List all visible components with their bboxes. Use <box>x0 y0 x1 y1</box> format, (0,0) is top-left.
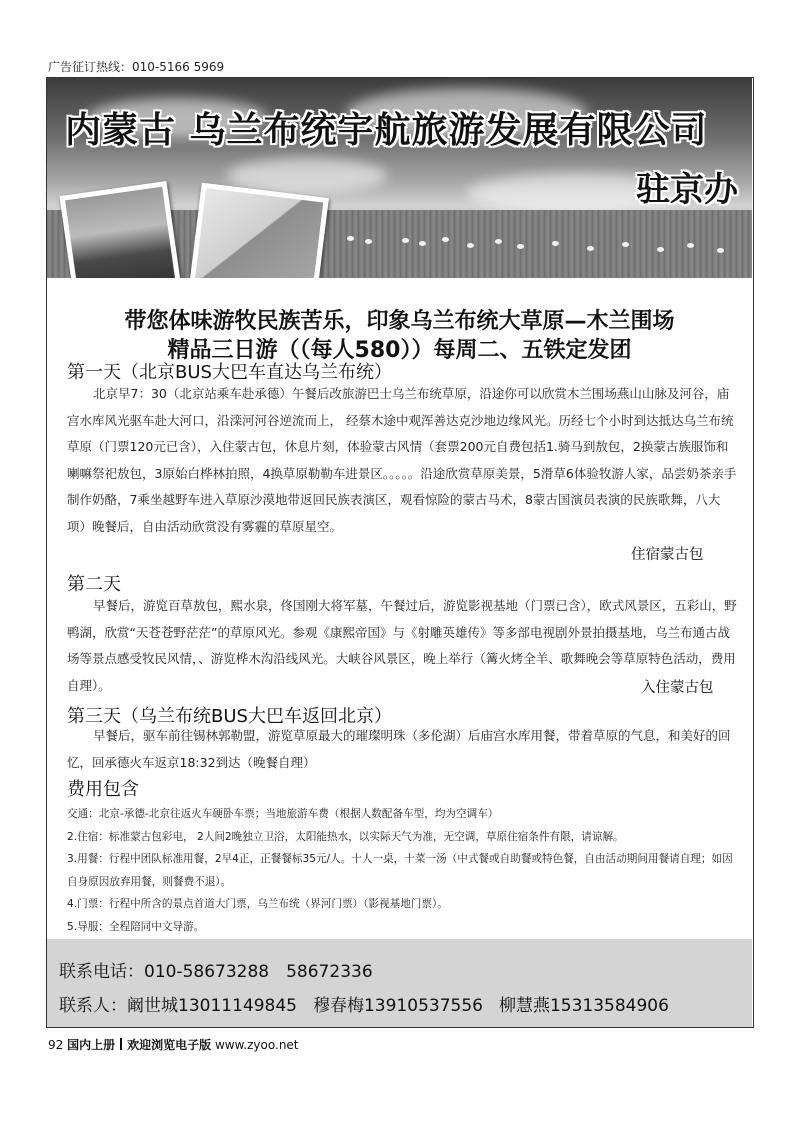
fee-item: 2.住宿：标准蒙古包彩电， 2人间2晚独立卫浴，太阳能热水，以实际天气为准，无空调，草原住宿条件有限，请谅解。 <box>67 830 624 843</box>
sheep <box>365 239 372 244</box>
footer-divider <box>120 1038 122 1050</box>
sheep <box>467 243 474 248</box>
day1-title: 第一天（北京BUS大巴车直达乌兰布统） <box>67 362 392 383</box>
sheep <box>419 241 426 246</box>
sheep <box>495 239 502 244</box>
sheep <box>622 242 629 247</box>
horse-rider-photo <box>59 181 182 278</box>
fees-list <box>67 803 739 938</box>
fee-item: 5.导服：全程陪同中文导游。 <box>67 920 205 933</box>
day2-stay: 入住蒙古包 <box>641 680 714 696</box>
ad-frame <box>46 77 754 1028</box>
sheep <box>517 244 524 249</box>
day1-stay: 住宿蒙古包 <box>631 547 704 563</box>
footer-url[interactable]: www.zyoo.net <box>214 1038 299 1052</box>
fee-item: 3.用餐：行程中团队标准用餐，2早4正，正餐餐标35元/人。十人一桌，十菜一汤（中式餐或自助餐或特色餐，自由活动期间用餐请自理；如因自身原因放弃用餐，则餐费不退）。 <box>67 853 733 888</box>
headline-line2: 精品三日游（（每人580））每周二、五铁定发团 <box>167 338 632 363</box>
page-footer <box>48 1036 299 1053</box>
contact-person: 柳慧燕15313584906 <box>498 996 669 1016</box>
ad-hotline: 广告征订热线：010-5166 5969 <box>48 60 225 74</box>
sheep <box>587 246 594 251</box>
yurt-room-photo <box>189 183 329 278</box>
sheep <box>347 236 354 241</box>
fee-item: 4.门票：行程中所含的景点首道大门票，乌兰布统（界河门票）（影视基地门票）。 <box>67 898 448 910</box>
day3-text: 早餐后，驱车前往锡林郭勒盟，游览草原最大的璀璨明珠（多伦湖）后庙宫水库用餐，带着草原的气息，和美好的回忆，回承德火车返京18:32到达（晚餐自理） <box>67 728 731 770</box>
day2-title: 第二天 <box>67 574 121 595</box>
sheep <box>552 241 559 246</box>
sheep <box>657 247 664 252</box>
section-name: 国内上册 <box>67 1038 116 1052</box>
contact-people <box>59 991 685 1016</box>
contact-box <box>47 939 752 1028</box>
fee-item: 交通：北京-承德-北京往返火车硬卧车票；当地旅游车费（根据人数配备车型，均为空调车） <box>67 808 499 820</box>
headline-line1: 带您体味游牧民族苦乐，印象乌兰布统大草原—木兰围场 <box>124 309 675 334</box>
sheep <box>717 248 724 253</box>
fees-title: 费用包含 <box>67 779 139 800</box>
office-name: 驻京办 <box>636 170 738 210</box>
contact-person: 阚世城13011149845 <box>127 996 297 1016</box>
contact-phone: 联系电话：010-58673288 58672336 <box>59 962 373 982</box>
contact-person: 穆春梅13910537556 <box>312 996 483 1016</box>
contact-person-label: 联系人： <box>59 996 127 1016</box>
day3-title: 第三天（乌兰布统BUS大巴车返回北京） <box>67 706 392 727</box>
page-number: 92 <box>48 1038 64 1052</box>
day1-text: 北京早7：30（北京站乘车赴承德）午餐后改旅游巴士乌兰布统草原，沿途你可以欣赏木兰围场燕山山脉及河谷，庙宫水库风光驱车赴大河口，沿滦河河谷逆流而上， 经蔡木途中观浑善达克沙地边缘风光。历经七个小时到达抵达乌兰布统草原（门票120元已含），入住蒙古包，休息片刻，体验蒙古风情（套票200元自费包括1.骑马到敖包，2换蒙古族服饰和喇嘛祭祀敖包，3原始白桦林拍照，4换草原勒勒车进景区。。。。。沿途欣赏草原美景，5滑草6体验牧游人家，品尝奶茶亲手制作奶酪，7乘坐越野车进入草原沙漠地带返回民族表演区，观看惊险的蒙古马术，8蒙古国演员表演的民族歌舞，八大项）晚餐后，自由活动欣赏没有雾霾的草原星空。 <box>67 386 737 534</box>
company-name: 内蒙古 乌兰布统宇航旅游发展有限公司 <box>65 110 708 151</box>
sheep <box>687 243 694 248</box>
banner <box>47 78 752 278</box>
footer-slogan: 欢迎浏览电子版 <box>127 1038 212 1052</box>
day2-text: 早餐后，游览百草敖包，熙水泉，佟国刚大将军墓，午餐过后，游览影视基地（门票已含），欧式风景区，五彩山，野鸭湖，欣赏“天苍苍野茫茫”的草原风光。参观《康熙帝国》与《射雕英雄传》等多部电视剧外景拍摄基地，乌兰布通古战场等景点感受牧民风情，、游览桦木沟沿线风光。大峡谷风景区，晚上举行（篝火烤全羊、歌舞晚会等草原特色活动，费用自理）。 <box>67 598 737 693</box>
sheep <box>442 237 449 242</box>
sheep <box>402 238 409 243</box>
